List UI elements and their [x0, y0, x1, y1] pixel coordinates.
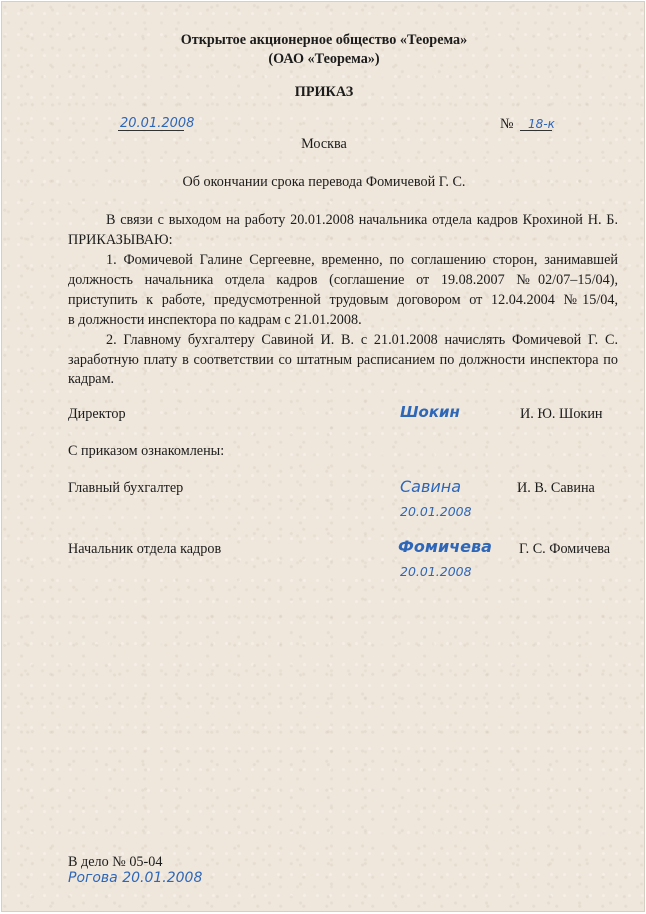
document-page [1, 1, 645, 912]
order-number-handwritten: 18-к [528, 117, 555, 131]
director-signature: Шокин [400, 403, 460, 421]
item1-line4: в должности инспектора по кадрам с 21.01.2008. [68, 312, 362, 328]
item1-line3: приступить к работе, предусмотренной трудовым договором от 12.04.2004 №15/04, [68, 292, 618, 308]
item2-line1: 2. Главному бухгалтеру Савиной И. В. с 21.01.2008 начислять Фомичевой Г. С. [106, 332, 618, 348]
number-sign: № [500, 116, 514, 132]
item2-line2: заработную плату в соответствии со штатным расписанием по должности инспектора по [68, 352, 618, 368]
hr-head-sign-date: 20.01.2008 [400, 564, 472, 579]
number-underline [520, 130, 552, 131]
item1-line2: должность начальника отдела кадров (соглашение от 19.08.2007 №02/07–15/04), [68, 272, 618, 288]
hr-head-name: Г. С. Фомичева [519, 541, 611, 557]
chief-accountant-signature: Савина [400, 477, 462, 496]
city: Москва [301, 136, 347, 152]
organization-short-name: (ОАО «Теорема») [268, 51, 380, 67]
order-subject: Об окончании срока перевода Фомичевой Г. С. [182, 174, 466, 190]
acquainted-label: С приказом ознакомлены: [68, 443, 225, 459]
intro-line: В связи с выходом на работу 20.01.2008 начальника отдела кадров Крохиной Н. Б. [106, 212, 618, 228]
item2-line3: кадрам. [68, 371, 115, 387]
document-title: ПРИКАЗ [294, 84, 354, 100]
date-underline [118, 130, 184, 131]
hr-head-signature: Фомичева [398, 537, 492, 556]
director-name: И. Ю. Шокин [520, 406, 603, 422]
chief-accountant-sign-date: 20.01.2008 [400, 504, 472, 519]
director-position: Директор [68, 406, 126, 422]
filing-signature-date: Рогова 20.01.2008 [68, 870, 203, 886]
chief-accountant-position: Главный бухгалтер [68, 480, 184, 496]
filing-note: В дело № 05-04 [68, 854, 163, 870]
chief-accountant-name: И. В. Савина [517, 480, 595, 496]
hr-head-position: Начальник отдела кадров [68, 541, 222, 557]
order-date-handwritten: 20.01.2008 [120, 116, 195, 131]
order-word: ПРИКАЗЫВАЮ: [68, 232, 173, 248]
item1-line1: 1. Фомичевой Галине Сергеевне, временно, по соглашению сторон, занимавшей [106, 252, 618, 268]
organization-name: Открытое акционерное общество «Теорема» [180, 32, 468, 48]
